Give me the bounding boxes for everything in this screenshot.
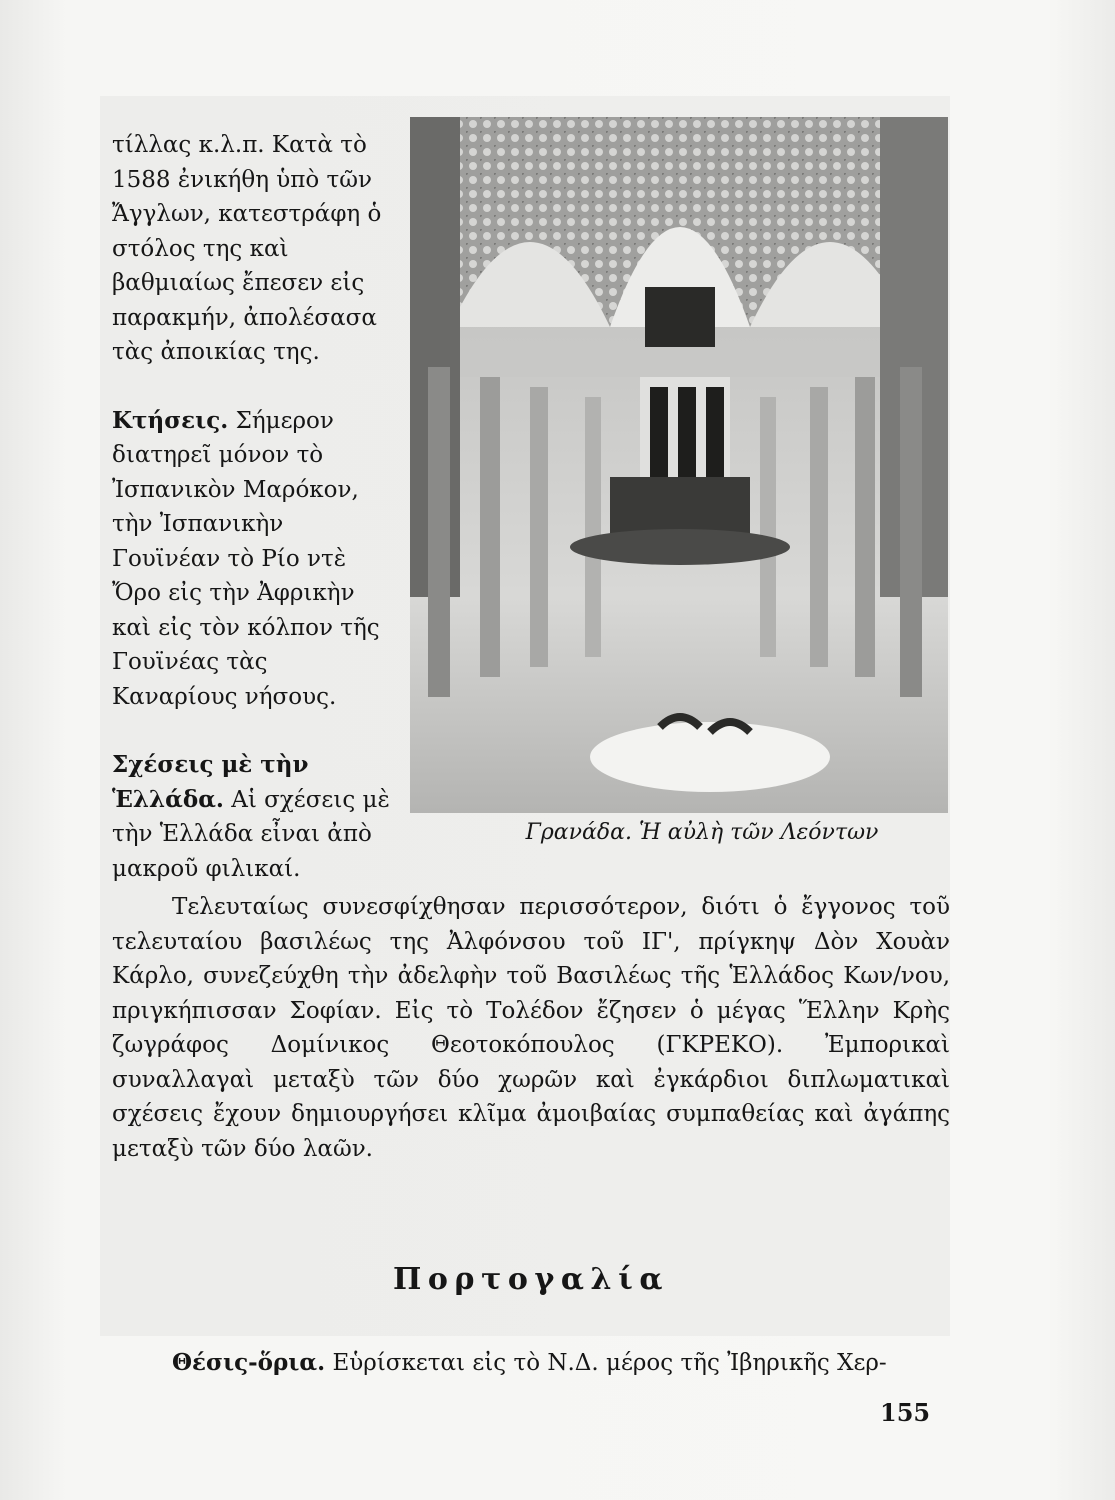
page-number: 155	[880, 1398, 931, 1427]
full-width-paragraph	[112, 890, 950, 1166]
court-of-lions-illustration	[410, 117, 948, 813]
relations-heading: Σχέσεις μὲ τὴν Ἑλλάδα.	[112, 751, 309, 813]
section-title-portugal: Πορτογαλία	[392, 1262, 669, 1297]
possessions-paragraph	[112, 404, 392, 715]
possessions-heading: Κτήσεις.	[112, 406, 229, 434]
position-text: Εὑρίσκεται εἰς τὸ Ν.Δ. μέρος τῆς Ἰβηρικῆς Χερ-	[325, 1350, 887, 1376]
portugal-position-line	[112, 1346, 950, 1381]
left-text-column	[112, 128, 392, 886]
possessions-text: Σήμερον διατηρεῖ μόνον τὸ Ἰσπανικὸν Μαρόκον, τὴν Ἰσπανικὴν Γουϊνέαν τὸ Ρίο ντὲ Ὄρο εἰς τὴν Ἀφρικὴν καὶ εἰς τὸν κόλπον τῆς Γουϊνέας τὰς Καναρίους νήσους.	[112, 407, 380, 710]
relations-text: Αἱ σχέσεις μὲ τὴν Ἑλλάδα εἶναι ἀπὸ μακροῦ φιλικαί.	[112, 786, 390, 882]
history-paragraph: τίλλας κ.λ.π. Κατὰ τὸ 1588 ἐνικήθη ὑπὸ τῶν Ἄγγλων, κατεστράφη ὁ στόλος της καὶ βαθμιαίως ἔπεσεν εἰς παρακμήν, ἀπολέσασα τὰς ἀποικίας της.	[112, 132, 382, 365]
alhambra-court-photo	[410, 117, 948, 813]
position-heading: Θέσις-ὅρια.	[172, 1349, 326, 1376]
relations-paragraph	[112, 748, 392, 886]
photo-caption: Γρανάδα. Ἡ αὐλὴ τῶν Λεόντων	[525, 820, 879, 845]
relations-continued-text: Τελευταίως συνεσφίχθησαν περισσότερον, διότι ὁ ἔγγονος τοῦ τελευταίου βασιλέως της Ἀλφόνσου τοῦ ΙΓ', πρίγκηψ Δὸν Χουὰν Κάρλο, συνεζεύχθη τὴν ἀδελφὴν τοῦ Βασιλέως τῆς Ἑλλάδος Κων/νου, πριγκήπισσαν Σοφίαν. Εἰς τὸ Τολέδον ἔζησεν ὁ μέγας Ἕλλην Κρὴς ζωγράφος Δομίνικος Θεοτοκόπουλος (ΓΚΡΕΚΟ). Ἐμπορικαὶ συναλλαγαὶ μεταξὺ τῶν δύο χωρῶν καὶ ἐγκάρδιοι διπλωματικαὶ σχέσεις ἔχουν δημιουργήσει κλῖμα ἀμοιβαίας συμπαθείας καὶ ἀγάπης μεταξὺ τῶν δύο λαῶν.	[112, 894, 950, 1162]
